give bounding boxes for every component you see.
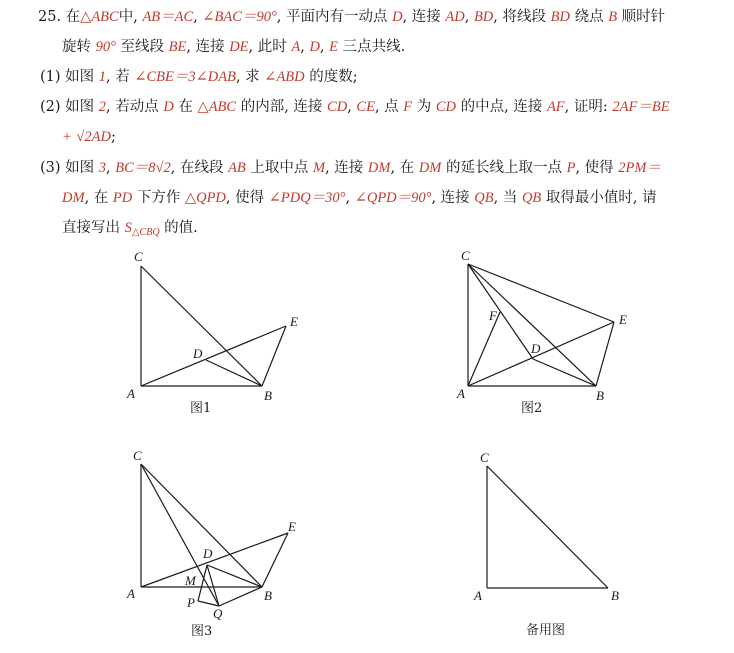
fig4-label-a: A xyxy=(474,588,482,603)
text-run: , xyxy=(347,99,357,115)
math-term: P xyxy=(566,160,576,176)
math-term: B xyxy=(608,9,618,25)
fig1-label-a: A xyxy=(127,386,135,401)
fig1-label-c: C xyxy=(134,249,143,264)
math-term: DM xyxy=(367,160,391,176)
math-term: QB xyxy=(521,190,542,206)
text-run: (1) 如图 xyxy=(40,69,99,85)
fig3-label-c: C xyxy=(133,448,142,463)
fig3-caption: 图3 xyxy=(191,624,213,639)
text-run: 的延长线上取一点 xyxy=(441,160,567,176)
math-term: AB xyxy=(228,160,246,176)
math-term: △ABC xyxy=(80,9,119,25)
sqrt-radicand-2: 2 xyxy=(163,160,171,176)
segments-part3a-rest xyxy=(171,160,661,176)
text-run: , 证明: xyxy=(564,99,613,115)
text-run: 至线段 xyxy=(115,39,169,55)
fig3-label-d: D xyxy=(203,546,213,561)
text-run: 的中点, 连接 xyxy=(456,99,547,115)
math-term: ∠PDQ＝30° xyxy=(268,190,346,206)
text-run: , xyxy=(345,190,355,206)
text-run: 的度数; xyxy=(304,69,358,85)
math-term: DM xyxy=(62,190,85,206)
math-term: A xyxy=(291,39,301,55)
math-term: DE xyxy=(229,39,249,55)
math-term: ∠CBE＝3∠DAB xyxy=(134,69,236,85)
math-term: △QPD xyxy=(184,190,226,206)
math-term: BD xyxy=(550,9,570,25)
part3c-pre: 直接写出 xyxy=(62,220,125,236)
text-run: 绕点 xyxy=(569,9,609,25)
text-run: 中, xyxy=(118,9,143,25)
fig1-caption: 图1 xyxy=(190,401,212,416)
fig2-label-b: B xyxy=(596,388,604,403)
part-3-line-1 xyxy=(40,158,661,178)
math-term: D xyxy=(392,9,403,25)
text-run: , 连接 xyxy=(186,39,230,55)
part-3-line-2 xyxy=(62,188,657,208)
text-run: , xyxy=(464,9,474,25)
math-term: 3 xyxy=(98,160,107,176)
math-term: QB xyxy=(474,190,494,206)
math-term: BC＝8 xyxy=(115,160,156,176)
math-term: AD xyxy=(445,9,465,25)
fig2-caption: 图2 xyxy=(521,401,543,416)
part-3-line-3 xyxy=(62,218,198,243)
math-term: D xyxy=(163,99,174,115)
fig4-caption: 备用图 xyxy=(526,623,566,638)
text-run: , xyxy=(193,9,203,25)
math-term: AF xyxy=(546,99,565,115)
fig3-label-a: A xyxy=(127,586,135,601)
math-term: 2AF＝BE xyxy=(612,99,670,115)
text-run: , 若动点 xyxy=(106,99,164,115)
math-term: CD xyxy=(435,99,456,115)
semicolon: ; xyxy=(110,129,116,145)
plus-sign: + xyxy=(62,129,72,145)
fig1-label-b: B xyxy=(264,388,272,403)
math-term: CE xyxy=(356,99,375,115)
part-2-line-1 xyxy=(40,97,670,117)
text-run: , 点 xyxy=(374,99,404,115)
text-run: , 使得 xyxy=(225,190,269,206)
fig3-label-e: E xyxy=(288,519,296,534)
fig1-label-e: E xyxy=(290,314,298,329)
text-run: , xyxy=(106,160,116,176)
part-2-line-2 xyxy=(62,127,116,147)
math-term: CD xyxy=(327,99,348,115)
text-run: , 在线段 xyxy=(170,160,229,176)
fig2-label-c: C xyxy=(461,248,470,263)
math-term: E xyxy=(329,39,338,55)
text-run: , 连接 xyxy=(325,160,368,176)
part-1 xyxy=(40,67,358,87)
math-term: BD xyxy=(473,9,494,25)
text-run: 取得最小值时, 请 xyxy=(541,190,657,206)
math-term: 2 xyxy=(98,99,107,115)
text-run: 三点共线. xyxy=(338,39,406,55)
text-run: , 使得 xyxy=(575,160,619,176)
text-run: 为 xyxy=(412,99,436,115)
problem-line-1 xyxy=(38,7,665,27)
text-run: 在 xyxy=(65,9,81,25)
math-term: PD xyxy=(112,190,133,206)
math-term: DM xyxy=(418,160,442,176)
text-run: 上取中点 xyxy=(245,160,313,176)
math-term: F xyxy=(403,99,413,115)
text-run: (2) 如图 xyxy=(40,99,99,115)
math-term: 90° xyxy=(95,39,116,55)
fig2-label-f: F xyxy=(489,308,497,323)
text-run: , 若 xyxy=(106,69,135,85)
math-term: 1 xyxy=(98,69,107,85)
math-term: AB＝AC xyxy=(142,9,194,25)
text-run: , 当 xyxy=(493,190,522,206)
fig4-label-c: C xyxy=(480,450,489,465)
text-run: , 连接 xyxy=(431,190,475,206)
text-run: , 将线段 xyxy=(493,9,551,25)
text-run: , 在 xyxy=(390,160,419,176)
text-run: , 求 xyxy=(235,69,265,85)
segments-line2 xyxy=(62,39,405,55)
segments-part3b xyxy=(62,190,657,206)
math-term: M xyxy=(313,160,326,176)
fig3-label-p: P xyxy=(187,595,195,610)
fig4-label-b: B xyxy=(611,588,619,603)
text-run: 的内部, 连接 xyxy=(236,99,328,115)
fig3-label-b: B xyxy=(264,588,272,603)
text-run: , 平面内有一动点 xyxy=(276,9,393,25)
text-run: 旋转 xyxy=(62,39,96,55)
math-term: ∠BAC＝90° xyxy=(202,9,277,25)
fig2-label-e: E xyxy=(619,312,627,327)
ad-term: AD xyxy=(91,129,111,145)
math-term: ∠QPD＝90° xyxy=(354,190,432,206)
fig2-label-d: D xyxy=(531,341,541,356)
fig1-label-d: D xyxy=(193,346,203,361)
text-run: , 此时 xyxy=(248,39,292,55)
problem-number: 25. xyxy=(38,9,62,25)
part3c-post: 的值. xyxy=(159,220,198,236)
math-term: △ABC xyxy=(197,99,237,115)
text-run: (3) 如图 xyxy=(40,160,99,176)
segments-part3a xyxy=(40,160,156,176)
math-term: BE xyxy=(168,39,187,55)
text-run: , 连接 xyxy=(402,9,446,25)
area-symbol: $S_{\triangle CBQ}$ xyxy=(124,220,160,238)
fig3-label-q: Q xyxy=(213,606,223,621)
math-term: D xyxy=(309,39,320,55)
sqrt-radicand: 2 xyxy=(84,129,92,145)
text-run: , 在 xyxy=(84,190,113,206)
segments-part1 xyxy=(40,69,358,85)
text-run: 顺时针 xyxy=(617,9,666,25)
text-run: , xyxy=(300,39,310,55)
segments-part2a xyxy=(40,99,670,115)
text-run: , xyxy=(319,39,330,55)
sqrt-symbol-2: √2 xyxy=(155,160,171,176)
text-run: 下方作 xyxy=(132,190,185,206)
math-term: ∠ABD xyxy=(264,69,305,85)
text-run: 在 xyxy=(173,99,198,115)
math-term: 2PM＝ xyxy=(618,160,661,176)
segments-line1 xyxy=(66,9,665,25)
fig2-label-a: A xyxy=(457,386,465,401)
problem-line-2 xyxy=(62,37,405,57)
sqrt-symbol: √2 xyxy=(76,129,92,145)
fig3-label-m: M xyxy=(185,573,196,588)
